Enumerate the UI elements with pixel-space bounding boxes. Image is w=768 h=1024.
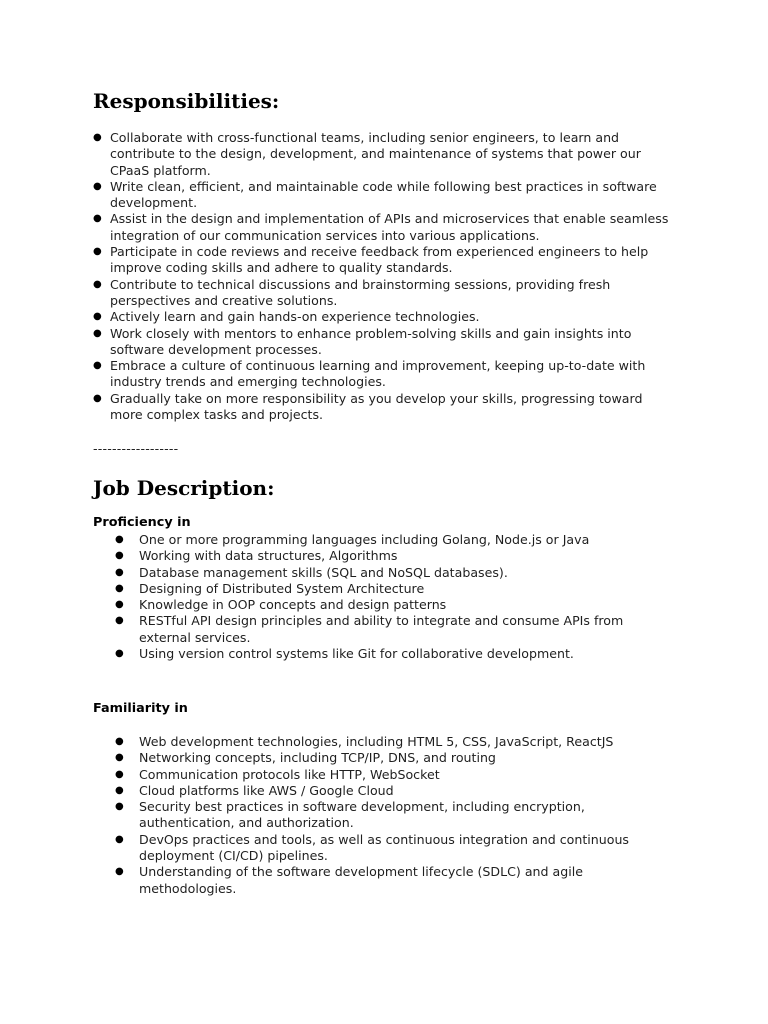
list-item: ● Working with data structures, Algorithms <box>115 548 665 564</box>
list-item: ● Participate in code reviews and receive feedback from experienced engineers to help improve coding skills and adhere to quality standards. <box>93 244 673 277</box>
list-item: ● Designing of Distributed System Architecture <box>115 581 665 597</box>
responsibilities-list <box>93 130 673 423</box>
list-item: ● DevOps practices and tools, as well as continuous integration and continuous deployment (CI/CD) pipelines. <box>115 832 665 865</box>
familiarity-heading: Familiarity in <box>93 701 188 716</box>
list-item: ● Web development technologies, including HTML 5, CSS, JavaScript, ReactJS <box>115 734 665 750</box>
proficiency-heading: Proficiency in <box>93 515 191 530</box>
list-item: ● Networking concepts, including TCP/IP, DNS, and routing <box>115 750 665 766</box>
list-item: ● Knowledge in OOP concepts and design patterns <box>115 597 665 613</box>
list-item: ● Communication protocols like HTTP, WebSocket <box>115 767 665 783</box>
list-item: ● RESTful API design principles and ability to integrate and consume APIs from external services. <box>115 613 665 646</box>
list-item: ● Cloud platforms like AWS / Google Cloud <box>115 783 665 799</box>
proficiency-list <box>115 532 665 662</box>
section-divider: ------------------ <box>93 441 179 456</box>
list-item: ● Understanding of the software development lifecycle (SDLC) and agile methodologies. <box>115 864 665 897</box>
list-item: ● Gradually take on more responsibility as you develop your skills, progressing toward more complex tasks and projects. <box>93 391 673 424</box>
list-item: ● One or more programming languages including Golang, Node.js or Java <box>115 532 665 548</box>
list-item: ● Actively learn and gain hands-on experience technologies. <box>93 309 673 325</box>
list-item: ● Security best practices in software development, including encryption, authentication, and authorization. <box>115 799 665 832</box>
list-item: ● Contribute to technical discussions and brainstorming sessions, providing fresh perspectives and creative solutions. <box>93 277 673 310</box>
list-item: ● Work closely with mentors to enhance problem-solving skills and gain insights into software development processes. <box>93 326 673 359</box>
list-item: ● Write clean, efficient, and maintainable code while following best practices in software development. <box>93 179 673 212</box>
list-item: ● Database management skills (SQL and NoSQL databases). <box>115 565 665 581</box>
list-item: ● Using version control systems like Git for collaborative development. <box>115 646 665 662</box>
list-item: ● Embrace a culture of continuous learning and improvement, keeping up-to-date with industry trends and emerging technologies. <box>93 358 673 391</box>
responsibilities-heading: Responsibilities: <box>93 89 280 113</box>
familiarity-list <box>115 734 665 897</box>
list-item: ● Assist in the design and implementation of APIs and microservices that enable seamless integration of our communication services into various applications. <box>93 211 673 244</box>
job-description-heading: Job Description: <box>93 476 275 500</box>
list-item: ● Collaborate with cross-functional teams, including senior engineers, to learn and contribute to the design, development, and maintenance of systems that power our CPaaS platform. <box>93 130 673 179</box>
